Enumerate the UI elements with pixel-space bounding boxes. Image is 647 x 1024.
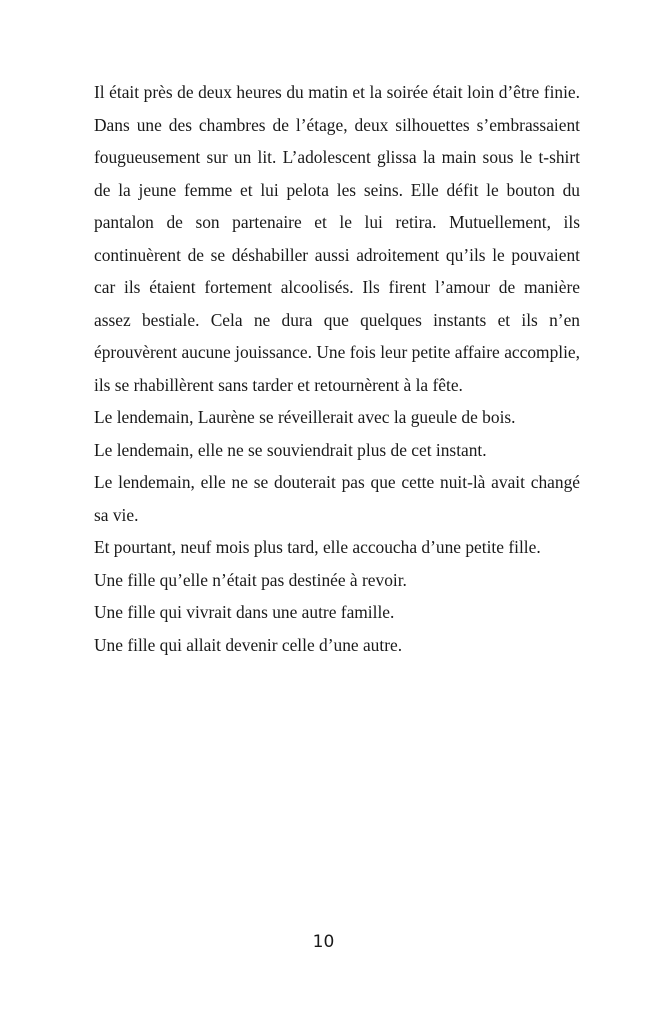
paragraph-6: Une fille qu’elle n’était pas destinée à revoir. (94, 569, 407, 590)
paragraph-2: Le lendemain, Laurène se réveillerait avec la gueule de bois. (94, 407, 516, 427)
paragraph-7: Une fille qui vivrait dans une autre famille. (94, 602, 395, 622)
paragraph-4: Le lendemain, elle ne se douterait pas que cette nuit-là avait changé sa vie. (94, 472, 580, 525)
body-text (94, 76, 580, 661)
paragraph-8: Une fille qui allait devenir celle d’une autre. (94, 634, 403, 655)
paragraph-1: Il était près de deux heures du matin et la soirée était loin d’être finie. Dans une des chambres de l’étage, deux silhouettes s’embrassaient fougueusement sur un lit. L’adolescent glissa la main sous le t-shirt de la jeune femme et lui pelota les seins. Elle défit le bouton du pantalon de son partenaire et le lui retira. Mutuellement, ils continuèrent de se déshabiller aussi adroitement qu’ils le pouvaient car ils étaient fortement alcoolisés. Ils firent l’amour de manière assez bestiale. Cela ne dura que quelques instants et ils n’en éprouvèrent aucune jouissance. Une fois leur petite affaire accomplie, ils se rhabillèrent sans tarder et retournèrent à la fête. (94, 82, 580, 395)
paragraph-3: Le lendemain, elle ne se souviendrait plus de cet instant. (94, 439, 487, 460)
page-number: 10 (312, 932, 335, 952)
paragraph-5: Et pourtant, neuf mois plus tard, elle accoucha d’une petite fille. (94, 537, 541, 557)
